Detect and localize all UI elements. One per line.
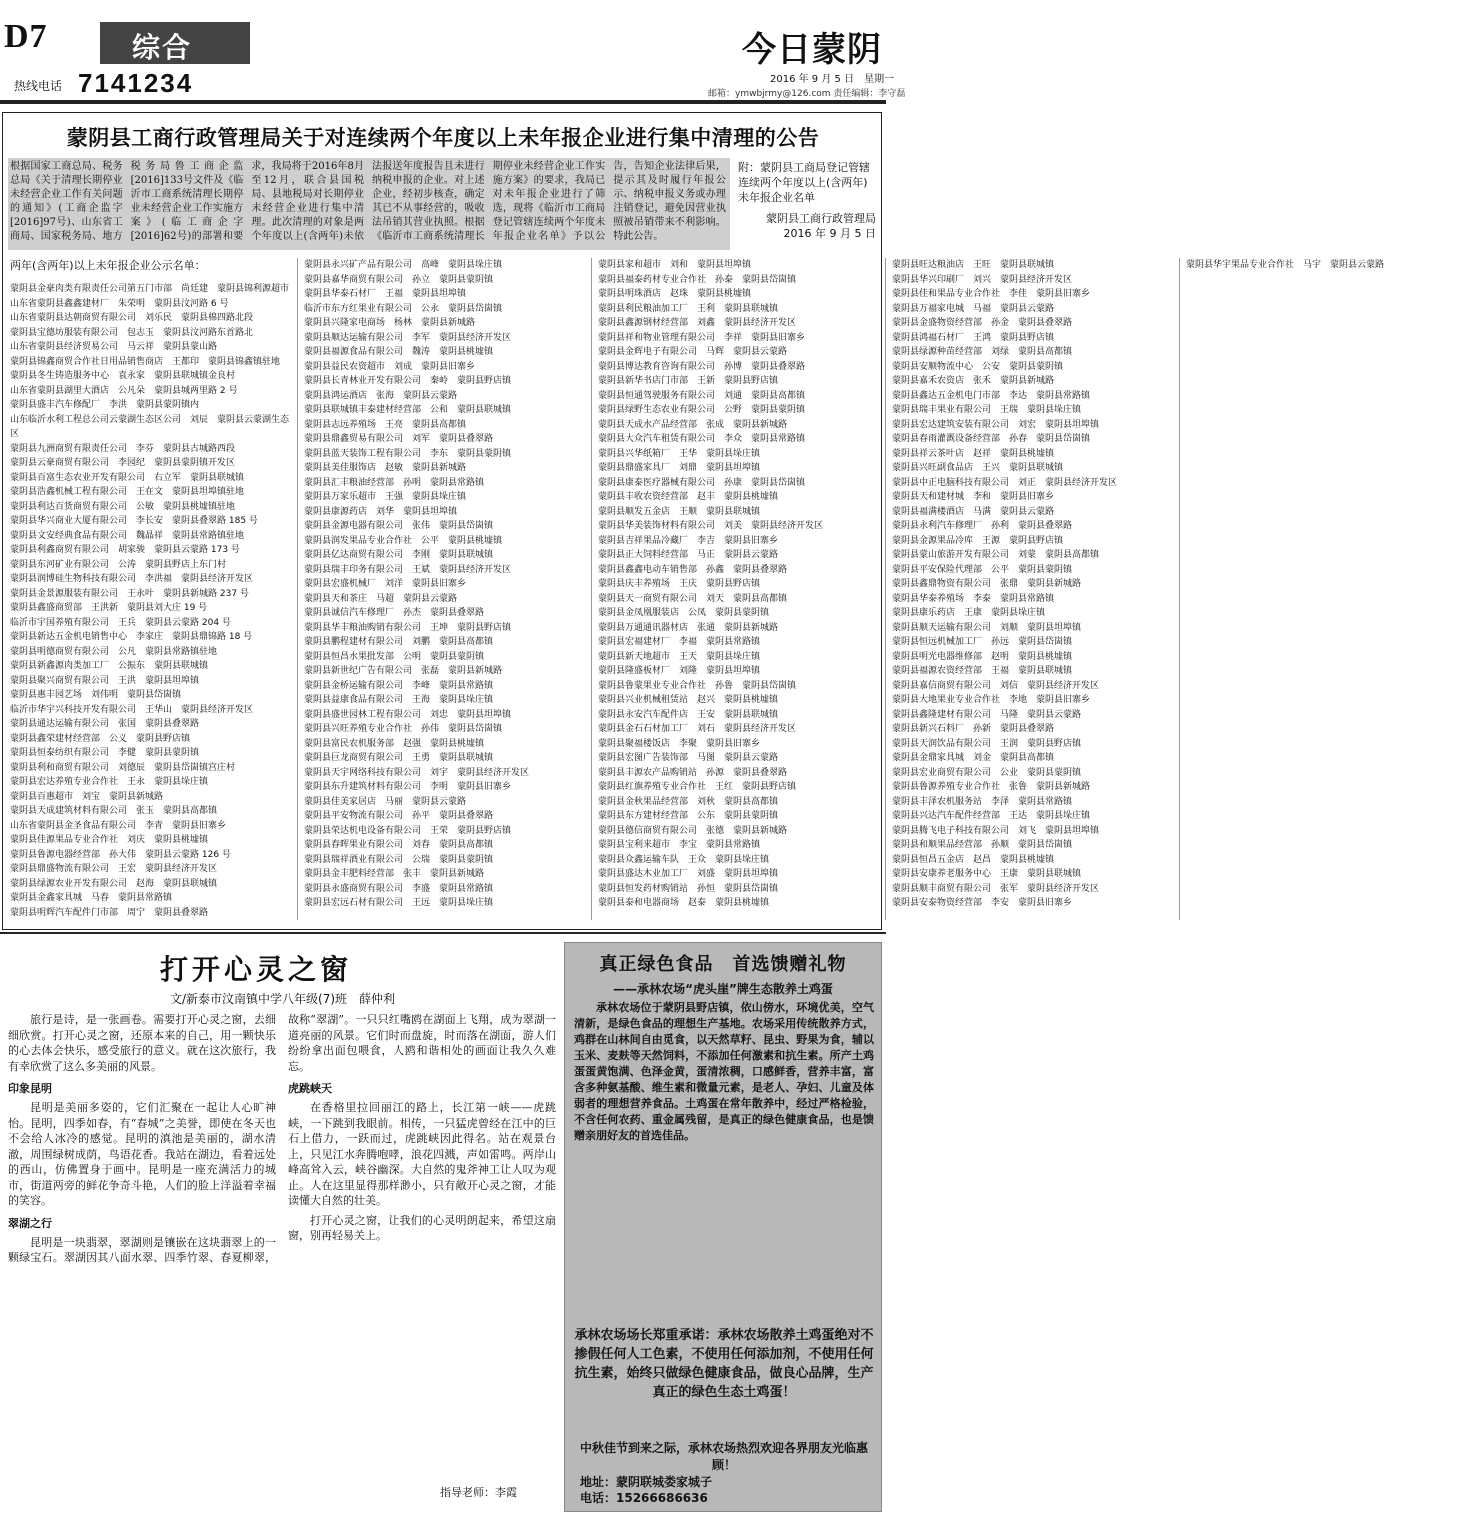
essay-section-heading: 印象昆明 [8, 1082, 52, 1095]
enterprise-list-item: 蒙阴县安顺物流中心 公安 蒙阴县蒙阴镇 [892, 361, 1064, 372]
enterprise-list-item: 蒙阴县鑫达五金机电门市部 李达 蒙阴县常路镇 [892, 390, 1091, 401]
enterprise-list-item: 山东省蒙阴县湖里大酒店 公凡朵 蒙阴县城两里路 2 号 [10, 385, 238, 396]
enterprise-list-item: 蒙阴县浩鑫机械工程有限公司 王在文 蒙阴县坦埠镇驻地 [10, 487, 245, 497]
enterprise-list-item: 蒙阴县鲁源电器经营部 孙大伟 蒙阴县云蒙路 126 号 [10, 849, 231, 860]
enterprise-list-item: 蒙阴县新世纪广告有限公司 张磊 蒙阴县新城路 [304, 666, 503, 676]
enterprise-list-item: 蒙阴县鹏程建材有限公司 刘鹏 蒙阴县高都镇 [304, 637, 494, 647]
enterprise-list-item: 蒙阴县亿达商贸有限公司 李刚 蒙阴县联城镇 [304, 550, 494, 560]
enterprise-list-item: 蒙阴县绿源农业开发有限公司 赵海 蒙阴县联城镇 [10, 878, 218, 889]
enterprise-list-item: 蒙阴县宏达养殖专业合作社 王永 蒙阴县垛庄镇 [10, 777, 209, 787]
enterprise-list-item: 蒙阴县鼎盛家具厂 刘鼎 蒙阴县坦埠镇 [598, 463, 761, 473]
enterprise-list-item: 蒙阴县金鑫家具城 马春 蒙阴县常路镇 [10, 893, 173, 903]
enterprise-list-item: 蒙阴县鲁源养殖专业合作社 张鲁 蒙阴县新城路 [892, 782, 1091, 792]
enterprise-list-item: 蒙阴县丰收农资经营部 赵丰 蒙阴县桃墟镇 [598, 492, 779, 502]
enterprise-list-item: 蒙阴县兴华纸箱厂 王华 蒙阴县垛庄镇 [598, 448, 761, 459]
enterprise-list-item: 蒙阴县恒发药材购销站 孙恒 蒙阴县岱崮镇 [598, 883, 779, 894]
enterprise-list-item: 蒙阴县嘉禾农资店 张禾 蒙阴县新城路 [892, 376, 1055, 386]
enterprise-list-item: 蒙阴县新天地超市 王天 蒙阴县垛庄镇 [598, 651, 761, 662]
enterprise-list-item: 蒙阴县鲁蒙果业专业合作社 孙鲁 蒙阴县岱崮镇 [598, 680, 797, 691]
enterprise-list-item: 蒙阴县东河矿业有限公司 公涛 蒙阴县野店上东门村 [10, 559, 227, 570]
section-divider [0, 932, 886, 934]
essay-section-heading: 虎跳峡天 [288, 1082, 332, 1095]
enterprise-list-item: 蒙阴县瑞丰果业有限公司 王瑞 蒙阴县垛庄镇 [892, 405, 1082, 415]
enterprise-list-item: 蒙阴县盛世园林工程有限公司 刘忠 蒙阴县坦埠镇 [304, 709, 512, 720]
enterprise-list-item: 蒙阴县华美装饰材料有限公司 刘美 蒙阴县经济开发区 [598, 521, 824, 531]
enterprise-list-item: 蒙阴县兴旺养殖专业合作社 孙伟 蒙阴县岱崮镇 [304, 724, 503, 734]
ad-subtitle: ——承林农场“虎头崖”牌生态散养土鸡蛋 [613, 982, 833, 996]
enterprise-list-item: 蒙阴县旺达粮油店 王旺 蒙阴县联城镇 [892, 260, 1055, 270]
enterprise-list-item: 蒙阴县福源农资经营部 王福 蒙阴县联城镇 [892, 666, 1073, 676]
enterprise-list [10, 258, 1385, 920]
header-rule [0, 100, 886, 104]
enterprise-list-item: 蒙阴县宏福建材厂 李福 蒙阴县常路镇 [598, 637, 761, 647]
enterprise-list-item: 蒙阴县庆丰养殖场 王庆 蒙阴县野店镇 [598, 579, 761, 589]
enterprise-list-heading: 两年(含两年)以上未年报企业公示名单： [10, 259, 206, 272]
enterprise-list-item: 蒙阴县恒通驾驶服务有限公司 刘通 蒙阴县高都镇 [598, 390, 806, 401]
enterprise-list-item: 蒙阴县盛达木业加工厂 刘盛 蒙阴县坦埠镇 [598, 869, 779, 879]
enterprise-list-item: 蒙阴县利达百货商贸有限公司 公敏 蒙阴县桃墟镇驻地 [10, 501, 236, 512]
enterprise-list-item: 山东省蒙阴县经济贸易公司 马云祥 蒙阴县蒙山路 [10, 342, 218, 352]
enterprise-list-item: 蒙阴县兴旺副食品店 王兴 蒙阴县联城镇 [892, 463, 1064, 473]
enterprise-list-item: 蒙阴县中正电脑科技有限公司 刘正 蒙阴县经济开发区 [892, 477, 1118, 488]
essay-body [8, 1012, 556, 1502]
enterprise-list-item: 蒙阴县顺达运输有限公司 李军 蒙阴县经济开发区 [304, 332, 512, 343]
enterprise-list-item: 蒙阴县华宇果品专业合作社 马宇 蒙阴县云蒙路 [1186, 260, 1385, 270]
enterprise-list-item: 蒙阴县金源电器有限公司 张伟 蒙阴县岱崮镇 [304, 521, 494, 531]
notice-sign-date: 2016 年 9 月 5 日 [783, 227, 876, 240]
issue-date: 2016 年 9 月 5 日 星期一 [770, 74, 895, 85]
enterprise-list-item: 临沂市宇国养殖有限公司 王兵 蒙阴县云蒙路 204 号 [10, 617, 231, 628]
hotline-number: 7141234 [78, 68, 194, 98]
enterprise-list-item: 蒙阴县祥云茶叶店 赵祥 蒙阴县桃墟镇 [892, 448, 1055, 459]
ad-paragraph: 承林农场位于蒙阴县野店镇，依山傍水，环境优美，空气清新，是绿色食品的理想生产基地。农场采用传统散养方式，鸡群在山林间自由觅食，以天然草籽、昆虫、野果为食，辅以玉米、麦麸等天然饲料，不添加任何激素和抗生素。所产土鸡蛋蛋黄饱满、色泽金黄，蛋清浓稠，口感鲜香，营养丰富，富含多种氨基酸、维生素和微量元素，是老人、孕妇、儿童及体弱者的理想营养食品。土鸡蛋在常年散养中，经过严格检验，不含任何农药、重金属残留，是真正的绿色健康食品，也是馈赠亲朋好友的首选佳品。 [574, 1001, 874, 1142]
enterprise-list-item: 蒙阴县天一商贸有限公司 刘天 蒙阴县高都镇 [598, 593, 788, 604]
enterprise-list-item: 蒙阴县万家乐超市 王强 蒙阴县垛庄镇 [304, 492, 467, 502]
essay-section-heading: 翠湖之行 [8, 1216, 52, 1230]
enterprise-list-item: 蒙阴县丰源农产品购销站 孙源 蒙阴县叠翠路 [598, 767, 788, 778]
enterprise-list-item: 蒙阴县通达运输有限公司 张国 蒙阴县叠翠路 [10, 719, 200, 729]
notice-title: 蒙阴县工商行政管理局关于对连续两个年度以上未年报企业进行集中清理的公告 [66, 126, 820, 150]
enterprise-list-item: 蒙阴县绿源种苗经营部 刘绿 蒙阴县高都镇 [892, 347, 1073, 357]
enterprise-list-item: 蒙阴县云豪商贸有限公司 李园纪 蒙阴县蒙阴镇开发区 [10, 458, 236, 468]
enterprise-list-item: 蒙阴县天宇网络科技有限公司 刘宇 蒙阴县经济开发区 [304, 767, 530, 778]
enterprise-list-item: 蒙阴县嘉华商贸有限公司 孙立 蒙阴县蒙阴镇 [304, 274, 494, 285]
enterprise-list-item: 蒙阴县利和商贸有限公司 刘德辰 蒙阴县岱崮镇宫庄村 [10, 762, 236, 773]
essay-title: 打开心灵之窗 [160, 953, 353, 986]
enterprise-list-item: 蒙阴县百富生态农业开发有限公司 右立军 蒙阴县联城镇 [10, 472, 245, 483]
enterprise-list-item: 蒙阴县博达教育咨询有限公司 孙博 蒙阴县叠翠路 [598, 361, 806, 372]
enterprise-list-item: 蒙阴县利民粮油加工厂 王利 蒙阴县联城镇 [598, 303, 779, 314]
enterprise-list-item: 蒙阴县顺天运输有限公司 刘顺 蒙阴县坦埠镇 [892, 622, 1082, 633]
enterprise-list-item: 蒙阴县鼎鑫贸易有限公司 刘军 蒙阴县叠翠路 [304, 434, 494, 444]
enterprise-list-item: 山东省蒙阴县鑫鑫建材厂 朱荣明 蒙阴县汶河路 6 号 [10, 298, 229, 309]
enterprise-list-item: 山东临沂水利工程总公司云蒙湖生态区公司 刘辰 蒙阴县云蒙湖生态区 [10, 414, 290, 439]
enterprise-list-item: 蒙阴县鑫隆建材有限公司 马隆 蒙阴县云蒙路 [892, 709, 1082, 720]
enterprise-list-item: 蒙阴县新鑫源肉类加工厂 公振东 蒙阴县联城镇 [10, 661, 209, 671]
enterprise-list-item: 蒙阴县宏达建筑安装有限公司 刘宏 蒙阴县坦埠镇 [892, 419, 1100, 430]
essay-paragraph: 昆明是美丽多姿的，它们汇聚在一起让人心旷神怡。昆明，四季如春，有“春城”之美誉，即使在冬天也不会给人冰冷的感觉。昆明的滇池是美丽的，湖水清澈，周围绿树成荫，鸟语花香。我站在湖边，看着远处的西山，仿佛置身于画中。昆明是一座充满活力的城市，街道两旁的鲜花争奇斗艳，人们的脸上洋溢着幸福的笑容。 [8, 1101, 276, 1207]
enterprise-list-item: 蒙阴县润博硅生物科技有限公司 李洪福 蒙阴县经济开发区 [10, 574, 254, 584]
enterprise-list-item: 蒙阴县美佳服饰店 赵敏 蒙阴县新城路 [304, 463, 467, 473]
enterprise-list-item: 蒙阴县顺发五金店 王顺 蒙阴县联城镇 [598, 506, 761, 517]
enterprise-list-item: 蒙阴县万通通讯器材店 张通 蒙阴县新城路 [598, 622, 779, 633]
ad-address: 地址：蒙阴联城娄家城子 [580, 1475, 713, 1489]
enterprise-list-item: 蒙阴县恒昌水果批发部 公明 蒙阴县蒙阴镇 [304, 651, 485, 662]
enterprise-list-item: 蒙阴县百惠超市 刘宝 蒙阴县新城路 [10, 791, 164, 802]
enterprise-list-item: 蒙阴县明德商贸有限公司 公凡 蒙阴县常路镇驻地 [10, 646, 218, 657]
ad-body [574, 1000, 874, 1310]
enterprise-list-item: 蒙阴县腾飞电子科技有限公司 刘飞 蒙阴县坦埠镇 [892, 825, 1100, 836]
enterprise-list-item: 蒙阴县宏盛机械厂 刘洋 蒙阴县旧寨乡 [304, 579, 467, 589]
enterprise-list-item: 蒙阴县明辉汽车配件门市部 周宁 蒙阴县叠翠路 [10, 907, 209, 918]
enterprise-list-item: 蒙阴县金源果品冷库 王源 蒙阴县野店镇 [892, 535, 1064, 546]
enterprise-list-item: 蒙阴县恒昌五金店 赵昌 蒙阴县桃墟镇 [892, 854, 1055, 865]
enterprise-list-item: 蒙阴县正大饲料经营部 马正 蒙阴县云蒙路 [598, 550, 779, 560]
enterprise-list-item: 蒙阴县利鑫商贸有限公司 胡家骏 蒙阴县云蒙路 173 号 [10, 545, 240, 555]
enterprise-list-item: 蒙阴县顺丰商贸有限公司 张军 蒙阴县经济开发区 [892, 883, 1100, 894]
enterprise-list-item: 蒙阴县文安经典食品有限公司 魏晶祥 蒙阴县常路镇驻地 [10, 530, 245, 541]
essay-byline: 文/新泰市汶南镇中学八年级(7)班 薛仲利 [170, 992, 396, 1006]
enterprise-list-item: 蒙阴县康乐药店 王康 蒙阴县垛庄镇 [892, 608, 1046, 618]
enterprise-list-item: 蒙阴县祥和物业管理有限公司 李祥 蒙阴县旧寨乡 [598, 332, 806, 343]
ad-title: 真正绿色食品 首选馈赠礼物 [599, 954, 847, 975]
enterprise-list-item: 蒙阴县万福家电城 马福 蒙阴县云蒙路 [892, 303, 1055, 314]
enterprise-list-item: 蒙阴县福满楼酒店 马满 蒙阴县云蒙路 [892, 506, 1055, 517]
enterprise-list-item: 蒙阴县鸿运酒店 张海 蒙阴县云蒙路 [304, 390, 458, 401]
enterprise-list-item: 蒙阴县绿野生态农业有限公司 公野 蒙阴县蒙阴镇 [598, 405, 806, 415]
enterprise-list-item: 蒙阴县华泰养殖场 李泰 蒙阴县常路镇 [892, 593, 1055, 604]
enterprise-list-item: 蒙阴县金鼎家具城 刘金 蒙阴县高都镇 [892, 753, 1055, 763]
enterprise-list-item: 蒙阴县新兴石料厂 孙新 蒙阴县叠翠路 [892, 724, 1055, 734]
essay-paragraph: 昆明是一块翡翠，翠湖则是镶嵌在这块翡翠上的一颗绿宝石。翠湖因其八面水翠、四季竹翠、春夏柳翠，故称“翠湖”。一只只红嘴鸥在湖面上飞翔，成为翠湖一道亮丽的风景。它们时而盘旋，时而落在湖面，游人们纷纷拿出面包喂食，人鸥和谐相处的画面让我久久难忘。 [8, 1013, 556, 1264]
enterprise-list-item: 蒙阴县诚信汽车修理厂 孙杰 蒙阴县叠翠路 [304, 608, 485, 618]
enterprise-list-item: 蒙阴县蓝天装饰工程有限公司 李东 蒙阴县蒙阴镇 [304, 448, 512, 459]
enterprise-list-item: 蒙阴县华泰石材厂 王福 蒙阴县坦埠镇 [304, 289, 467, 299]
enterprise-list-item: 蒙阴县荣达机电设备有限公司 王荣 蒙阴县野店镇 [304, 825, 512, 836]
notice-signer: 蒙阴县工商行政管理局 [766, 212, 876, 225]
enterprise-list-item: 蒙阴县康源药店 刘华 蒙阴县坦埠镇 [304, 506, 458, 517]
essay-intro: 旅行是诗，是一张画卷。需要打开心灵之窗，去细细欣赏。打开心灵之窗，还原本来的自己，用一颗快乐的心去体会快乐，感受旅行的意义。就在这次旅行，我有幸欣赏了这么多美丽的风景。 [8, 1013, 276, 1073]
ad-greeting: 中秋佳节到来之际，承林农场热烈欢迎各界朋友光临惠顾！ [579, 1441, 868, 1472]
enterprise-list-item: 山东省蒙阴县达朝商贸有限公司 刘乐民 蒙阴县棉四路北段 [10, 313, 254, 323]
enterprise-list-item: 蒙阴县康泰医疗器械有限公司 孙康 蒙阴县岱崮镇 [598, 477, 806, 488]
enterprise-list-item: 蒙阴县宝利来超市 李宝 蒙阴县常路镇 [598, 840, 761, 850]
enterprise-list-item: 蒙阴县蒙山旅游开发有限公司 刘蒙 蒙阴县高都镇 [892, 550, 1100, 560]
enterprise-list-item: 蒙阴县德信商贸有限公司 张德 蒙阴县新城路 [598, 825, 788, 836]
enterprise-list-item: 蒙阴县华兴印刷厂 刘兴 蒙阴县经济开发区 [892, 274, 1073, 285]
enterprise-list-item: 蒙阴县志远养殖场 王亮 蒙阴县高都镇 [304, 419, 467, 430]
enterprise-list-item: 蒙阴县金丰肥料经营部 张丰 蒙阴县新城路 [304, 869, 485, 879]
enterprise-list-item: 蒙阴县金桥运输有限公司 李峰 蒙阴县常路镇 [304, 680, 494, 691]
enterprise-list-item: 蒙阴县平安保险代理部 公平 蒙阴县蒙阴镇 [892, 564, 1073, 575]
enterprise-list-item: 蒙阴县鑫荣建材经营部 公义 蒙阴县野店镇 [10, 733, 191, 744]
enterprise-list-item: 蒙阴县金秋果品经营部 刘秋 蒙阴县高都镇 [598, 796, 779, 807]
enterprise-list-item: 蒙阴县大地果业专业合作社 李地 蒙阴县旧寨乡 [892, 695, 1091, 705]
enterprise-list-item: 蒙阴县富民农机服务部 赵强 蒙阴县桃墟镇 [304, 738, 485, 749]
enterprise-list-item: 蒙阴县盛丰汽车修配厂 李洪 蒙阴县蒙阴镇内 [10, 400, 200, 410]
enterprise-list-item: 蒙阴县华丰粮油购销有限公司 王坤 蒙阴县野店镇 [304, 622, 512, 633]
enterprise-list-item: 蒙阴县佳和果品专业合作社 李佳 蒙阴县旧寨乡 [892, 289, 1091, 299]
enterprise-list-item: 蒙阴县金景源服装有限公司 王永叶 蒙阴县新城路 237 号 [10, 588, 249, 599]
ad-phone: 电话：15266686636 [580, 1491, 708, 1505]
enterprise-list-item: 蒙阴县华兴商业大厦有限公司 李长安 蒙阴县叠翠路 185 号 [10, 516, 258, 526]
enterprise-list-item: 蒙阴县宏业商贸有限公司 公业 蒙阴县蒙阴镇 [892, 767, 1082, 778]
enterprise-list-item: 蒙阴县兴达汽车配件经营部 王达 蒙阴县垛庄镇 [892, 811, 1091, 821]
editor-contact: 邮箱：ymwbjrmy@126.com 责任编辑：李守磊 [708, 89, 906, 99]
notice-body: 根据国家工商总局、税务总局《关于清理长期停业未经营企业工作有关问题的通知》(工商企监字[2016]97号)、山东省工商局、国家税务局、地方税务局鲁工商企监[2016]133号文件及《临沂市工商系统清理长期停业未经营企业工作实施方案》(临工商企字[2016]62号)的部署和要求，我局将于2016年8月至12月，联合县国税局、县地税局对长期停业未经营企业进行集中清理。此次清理的对象是两个年度以上(含两年)未依法报送年度报告且未进行纳税申报的企业。对上述企业，经初步核查，确定其已不从事经营的，吸收法吊销其营业执照。根据《临沂市工商系统清理长期停业未经营企业工作实施方案》的要求，我局已对未年报企业进行了筛选，现将《临沂市工商局登记管辖连续两个年度未年报企业名单》予以公告，告知企业法律后果，提示其及时履行年报公示、纳税申报义务或办理注销登记，避免因营业执照被吊销带来不利影响。特此公告。 [10, 161, 726, 242]
page-code: D7 [4, 18, 48, 55]
enterprise-list-item: 蒙阴县永盛商贸有限公司 李盛 蒙阴县常路镇 [304, 883, 494, 894]
enterprise-list-item: 蒙阴县恒远机械加工厂 孙远 蒙阴县岱崮镇 [892, 637, 1073, 647]
enterprise-list-item: 蒙阴县汇丰粮油经营部 孙明 蒙阴县常路镇 [304, 477, 485, 488]
enterprise-list-item: 蒙阴县永利汽车修理厂 孙利 蒙阴县叠翠路 [892, 521, 1073, 531]
enterprise-list-item: 蒙阴县丰泽农机服务站 李泽 蒙阴县常路镇 [892, 796, 1073, 807]
enterprise-list-item: 蒙阴县福泰药材专业合作社 孙泰 蒙阴县岱崮镇 [598, 274, 797, 285]
enterprise-list-item: 蒙阴县大众汽车租赁有限公司 李众 蒙阴县常路镇 [598, 434, 806, 444]
enterprise-list-item: 蒙阴县天成建筑材料有限公司 张玉 蒙阴县高都镇 [10, 806, 218, 816]
enterprise-list-item: 蒙阴县恒泰纺织有限公司 李健 蒙阴县蒙阴镇 [10, 748, 200, 758]
enterprise-list-item: 山东省蒙阴县金圣食品有限公司 李青 蒙阴县旧寨乡 [10, 820, 227, 831]
enterprise-list-item: 蒙阴县宏远石材有限公司 王远 蒙阴县垛庄镇 [304, 898, 494, 908]
enterprise-list-item: 蒙阴县和顺果品经营部 孙顺 蒙阴县岱崮镇 [892, 840, 1073, 850]
enterprise-list-item: 蒙阴县永安汽车配件店 王安 蒙阴县联城镇 [598, 709, 779, 720]
enterprise-list-item: 蒙阴县嘉信商贸有限公司 刘信 蒙阴县经济开发区 [892, 680, 1100, 691]
section-title: 综合 [132, 31, 193, 64]
enterprise-list-item: 蒙阴县春雨灌溉设备经营部 孙春 蒙阴县岱崮镇 [892, 434, 1091, 444]
enterprise-list-item: 蒙阴县益康食品有限公司 王海 蒙阴县垛庄镇 [304, 695, 494, 705]
enterprise-list-item: 蒙阴县福源食品有限公司 魏涛 蒙阴县桃墟镇 [304, 347, 494, 357]
enterprise-list-item: 蒙阴县佳源果品专业合作社 刘庆 蒙阴县桃墟镇 [10, 835, 209, 845]
enterprise-list-item: 蒙阴县金豪肉类有限责任公司第五门市部 尚廷建 蒙阴县锦利源超市 [10, 284, 290, 294]
enterprise-list-item: 蒙阴县联城镇丰泰建材经营部 公和 蒙阴县联城镇 [304, 405, 512, 415]
enterprise-list-item: 蒙阴县润发果品专业合作社 公平 蒙阴县桃墟镇 [304, 535, 503, 546]
enterprise-list-item: 蒙阴县兴隆家电商场 杨林 蒙阴县新城路 [304, 318, 476, 328]
enterprise-list-item: 蒙阴县红旗养殖专业合作社 王红 蒙阴县野店镇 [598, 782, 797, 792]
ad-promise: 承林农场场长郑重承诺：承林农场散养土鸡蛋绝对不掺假任何人工色素，不使用任何添加剂，不使用任何抗生素，始终只做绿色健康食品，做良心品牌，生产真正的绿色生态土鸡蛋！ [574, 1328, 874, 1400]
enterprise-list-item: 蒙阴县鑫鑫电动车销售部 孙鑫 蒙阴县叠翠路 [598, 564, 788, 575]
enterprise-list-item: 蒙阴县九洲商贸有限责任公司 李芬 蒙阴县古城路西段 [10, 443, 236, 454]
enterprise-list-item: 蒙阴县天和建材城 李和 蒙阴县旧寨乡 [892, 492, 1055, 502]
enterprise-list-item: 蒙阴县永兴矿产品有限公司 高峰 蒙阴县垛庄镇 [304, 260, 503, 270]
newspaper-brand: 今日蒙阴 [742, 30, 882, 70]
enterprise-list-item: 蒙阴县天和茶庄 马超 蒙阴县云蒙路 [304, 593, 458, 604]
enterprise-list-item: 蒙阴县鼎盛物流有限公司 王宏 蒙阴县经济开发区 [10, 864, 218, 874]
enterprise-list-item: 蒙阴县金辉电子有限公司 马辉 蒙阴县云蒙路 [598, 347, 788, 357]
enterprise-list-item: 蒙阴县巨龙商贸有限公司 王勇 蒙阴县联城镇 [304, 753, 494, 763]
enterprise-list-item: 蒙阴县益民农资超市 刘成 蒙阴县旧寨乡 [304, 361, 476, 372]
enterprise-list-item: 蒙阴县锦鑫商贸合作社日用品销售商店 王都印 蒙阴县锦鑫镇驻地 [10, 356, 281, 367]
enterprise-list-item: 蒙阴县鑫鼎物资有限公司 张鼎 蒙阴县新城路 [892, 579, 1082, 589]
enterprise-list-item: 蒙阴县隆盛板材厂 刘隆 蒙阴县坦埠镇 [598, 666, 761, 676]
enterprise-list-item: 蒙阴县平安物流有限公司 孙平 蒙阴县叠翠路 [304, 811, 494, 821]
enterprise-list-item: 蒙阴县鑫盛商贸部 王洪新 蒙阴县刘大庄 19 号 [10, 603, 208, 613]
enterprise-list-item: 蒙阴县明珠酒店 赵珠 蒙阴县桃墟镇 [598, 289, 752, 299]
enterprise-list-item: 蒙阴县宝德坊服装有限公司 包志玉 蒙阴县汶河路东首路北 [10, 327, 254, 338]
enterprise-list-item: 蒙阴县金石石材加工厂 刘石 蒙阴县经济开发区 [598, 724, 797, 734]
enterprise-list-item: 蒙阴县吉祥果品冷藏厂 李吉 蒙阴县旧寨乡 [598, 535, 779, 546]
enterprise-list-item: 蒙阴县天成水产品经营部 张成 蒙阴县新城路 [598, 419, 788, 430]
enterprise-list-item: 蒙阴县金盛物资经营部 孙金 蒙阴县叠翠路 [892, 318, 1073, 328]
enterprise-list-item: 蒙阴县鸿福石材厂 王鸿 蒙阴县野店镇 [892, 332, 1055, 343]
enterprise-list-item: 蒙阴县家和超市 刘和 蒙阴县坦埠镇 [598, 260, 752, 270]
essay-paragraph: 在香格里拉回丽江的路上，长江第一峡——虎跳峡，一下跳到我眼前。相传，一只猛虎曾经在江中的巨石上借力，一跃而过，虎跳峡因此得名。站在观景台上，只见江水奔腾咆哮，浪花四溅，声如雷鸣。两岸山峰高耸入云，峡谷幽深。大自然的鬼斧神工让人叹为观止。人在这里显得那样渺小，只有敞开心灵之窗，才能读懂大自然的壮美。 [288, 1101, 556, 1207]
notice-attachment: 附：蒙阴县工商局登记管辖连续两个年度以上(含两年)未年报企业名单 [738, 161, 870, 204]
enterprise-list-item: 蒙阴县明光电器维修部 赵明 蒙阴县桃墟镇 [892, 651, 1073, 662]
enterprise-list-item: 蒙阴县聚福楼饭店 李聚 蒙阴县旧寨乡 [598, 738, 761, 749]
enterprise-list-item: 蒙阴县兴业机械租赁站 赵兴 蒙阴县桃墟镇 [598, 695, 779, 705]
enterprise-list-items [10, 258, 1466, 920]
enterprise-list-item: 蒙阴县金凤凰服装店 公凤 蒙阴县蒙阴镇 [598, 608, 770, 618]
essay-conclusion: 打开心灵之窗，让我们的心灵明朗起来，希望这扇窗，别再轻易关上。 [288, 1213, 556, 1242]
enterprise-list-item: 蒙阴县天润饮品有限公司 王润 蒙阴县野店镇 [892, 738, 1082, 749]
enterprise-list-item: 蒙阴县安泰物资经营部 李安 蒙阴县旧寨乡 [892, 898, 1073, 908]
enterprise-list-item: 蒙阴县瑞祥酒业有限公司 公瑞 蒙阴县蒙阴镇 [304, 854, 494, 865]
enterprise-list-item: 蒙阴县冬生铸造服务中心 袁永家 蒙阴县联城镇金良村 [10, 371, 236, 381]
enterprise-list-item: 蒙阴县众鑫运输车队 王众 蒙阴县垛庄镇 [598, 854, 770, 865]
enterprise-list-item: 蒙阴县聚兴商贸有限公司 王洪 蒙阴县坦埠镇 [10, 675, 200, 686]
enterprise-list-item: 蒙阴县安康养老服务中心 王康 蒙阴县联城镇 [892, 869, 1082, 879]
enterprise-list-item: 蒙阴县长青林业开发有限公司 秦岭 蒙阴县野店镇 [304, 376, 512, 386]
enterprise-list-item: 蒙阴县泰和电器商场 赵泰 蒙阴县桃墟镇 [598, 898, 770, 908]
enterprise-list-item: 蒙阴县宏图广告装饰部 马图 蒙阴县云蒙路 [598, 753, 779, 763]
enterprise-list-item: 蒙阴县东升建筑材料有限公司 李明 蒙阴县旧寨乡 [304, 782, 512, 792]
enterprise-list-item: 蒙阴县惠丰园艺场 刘伟明 蒙阴县岱崮镇 [10, 690, 182, 700]
enterprise-list-item: 临沂市华宇兴科技开发有限公司 王华山 蒙阴县经济开发区 [10, 704, 254, 715]
essay-teacher: 指导老师：李霞 [440, 1486, 517, 1499]
enterprise-list-item: 蒙阴县瑞丰印务有限公司 王斌 蒙阴县经济开发区 [304, 564, 512, 575]
enterprise-list-item: 蒙阴县春晖果业有限公司 刘春 蒙阴县高都镇 [304, 840, 494, 850]
enterprise-list-item: 蒙阴县东方建材经营部 公东 蒙阴县蒙阴镇 [598, 811, 779, 821]
enterprise-list-item: 蒙阴县新达五金机电销售中心 李家庄 蒙阴县鼎锦路 18 号 [10, 632, 253, 642]
hotline-label: 热线电话 [14, 79, 63, 93]
enterprise-list-item: 蒙阴县新华书店门市部 王新 蒙阴县野店镇 [598, 376, 779, 386]
enterprise-list-item: 蒙阴县佳美家居店 马丽 蒙阴县云蒙路 [304, 796, 467, 807]
enterprise-list-item: 蒙阴县鑫源钢材经营部 刘鑫 蒙阴县经济开发区 [598, 318, 797, 328]
enterprise-list-item: 临沂市东方红果业有限公司 公永 蒙阴县岱崮镇 [304, 303, 503, 314]
